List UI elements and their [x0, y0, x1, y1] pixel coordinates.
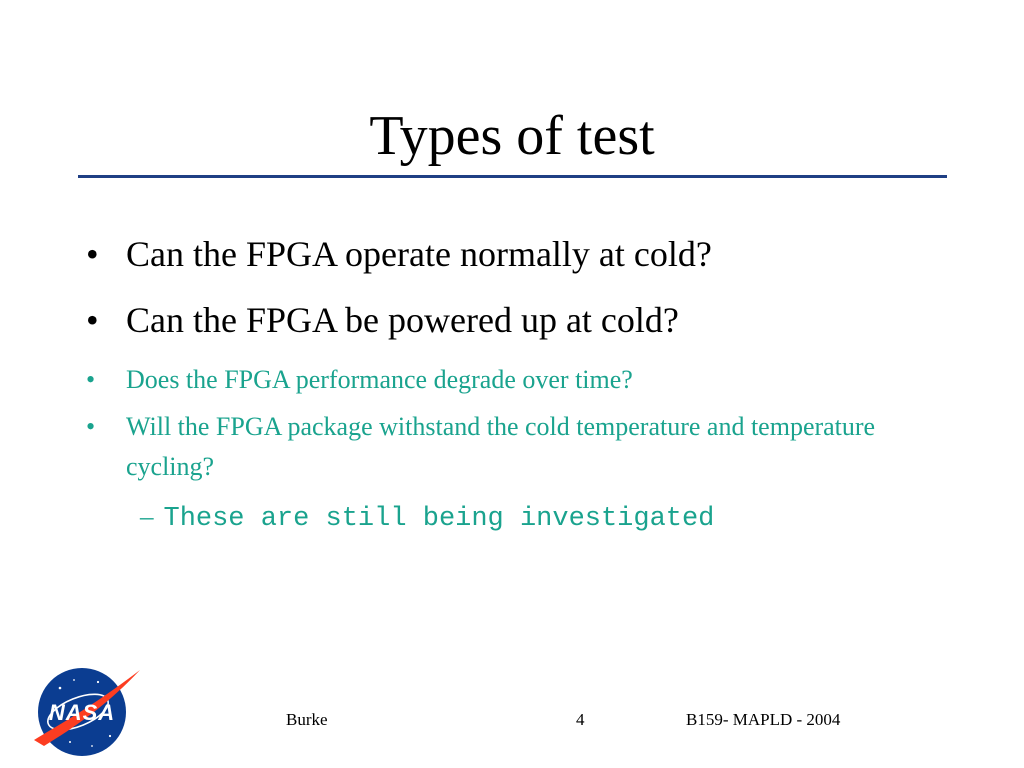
slide-title: Types of test: [369, 105, 655, 167]
bullet-text: Does the FPGA performance degrade over time?: [126, 365, 633, 394]
bullet-marker: •: [86, 300, 99, 340]
bullet-marker: •: [86, 412, 96, 441]
sub-bullet-marker: –: [140, 501, 154, 531]
sub-bullet-text: These are still being investigated: [163, 504, 715, 534]
sub-bullet-item: [140, 496, 714, 539]
bullet-marker: •: [86, 234, 99, 274]
footer-page-number: 4: [576, 710, 585, 729]
footer-event: B159- MAPLD - 2004: [686, 710, 841, 729]
bullet-text: Will the FPGA package withstand the cold temperature and temperature cycling?: [126, 412, 876, 481]
bullet-marker: •: [86, 365, 96, 394]
bullet-text: Can the FPGA be powered up at cold?: [126, 300, 679, 340]
nasa-logo-icon: [30, 662, 142, 762]
footer-author: Burke: [286, 710, 328, 729]
bullet-text: Can the FPGA operate normally at cold?: [126, 234, 712, 274]
logo-text: NASA: [48, 700, 116, 725]
